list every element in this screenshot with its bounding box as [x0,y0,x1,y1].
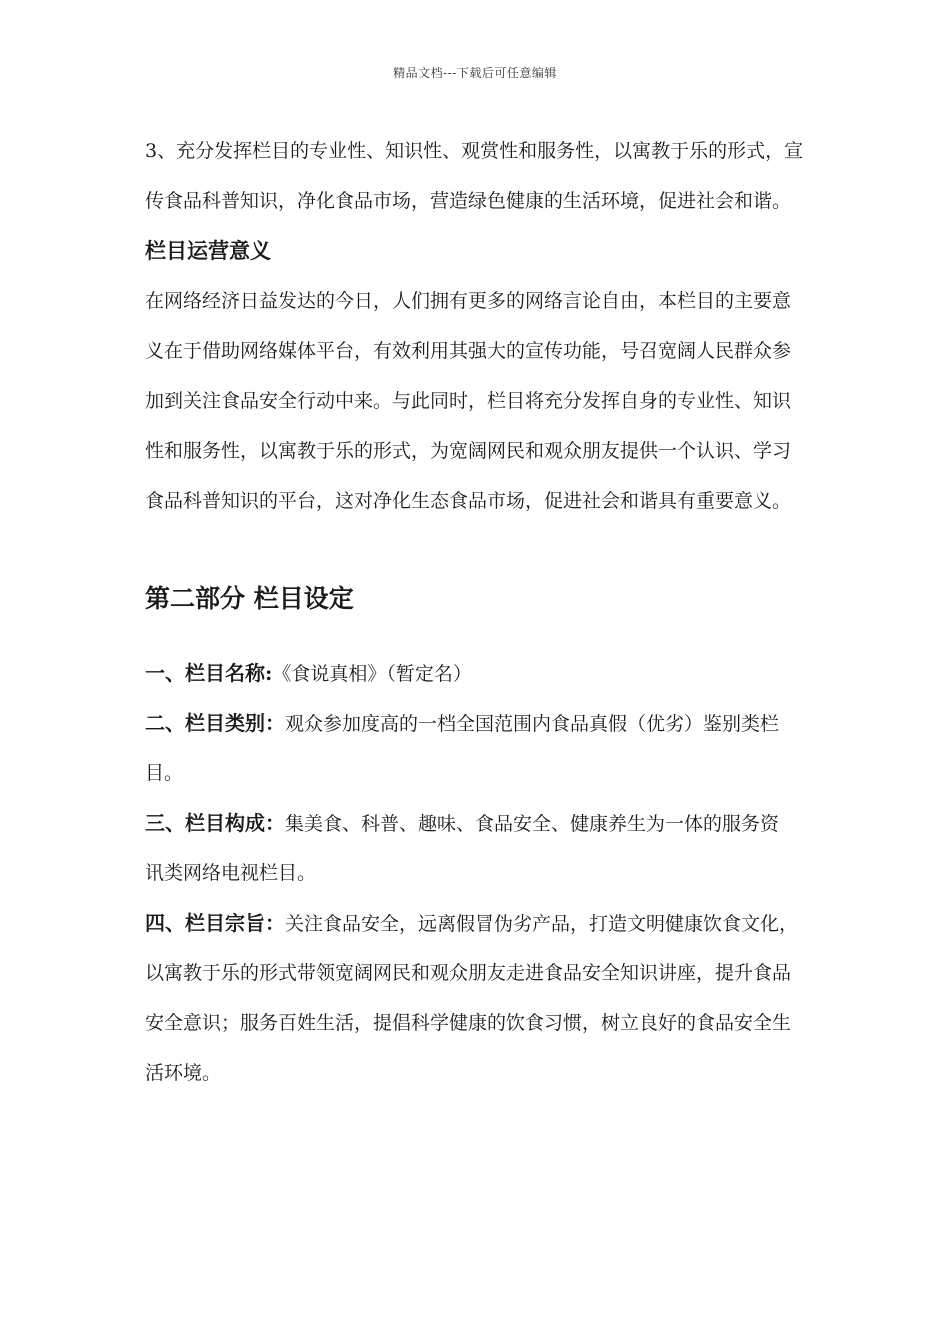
paragraph-line: 加到关注食品安全行动中来。与此同时，栏目将充分发挥自身的专业性、知识 [145,390,792,412]
setting-item-name [145,648,810,698]
paragraph-line: 性和服务性，以寓教于乐的形式，为宽阔网民和观众朋友提供一个认识、学习 [145,440,792,462]
paragraph-line: 在网络经济日益发达的今日，人们拥有更多的网络言论自由，本栏目的主要意 [145,290,792,312]
paragraph-line: 目。 [145,762,184,784]
item-label: 二、栏目类别： [145,711,285,735]
setting-item-purpose [145,898,810,948]
part-title: 第二部分 栏目设定 [145,584,354,613]
setting-item-composition [145,798,810,848]
section-heading: 栏目运营意义 [145,238,271,263]
setting-item-category [145,698,810,748]
item-label: 三、栏目构成： [145,811,285,835]
paragraph-line: 传食品科普知识，净化食品市场，营造绿色健康的生活环境，促进社会和谐。 [145,190,792,212]
item-label: 四、栏目宗旨： [145,911,285,935]
paragraph-line: 安全意识；服务百姓生活，提倡科学健康的饮食习惯，树立良好的食品安全生 [145,1012,792,1034]
item-text: 《食说真相》（暂定名） [272,663,472,685]
paragraph-line: 讯类网络电视栏目。 [145,862,317,884]
settings-list [145,648,810,1098]
section-part-two [145,574,810,624]
section-purpose [145,126,810,526]
paragraph-line: 食品科普知识的平台，这对净化生态食品市场，促进社会和谐具有重要意义。 [145,490,792,512]
item-text: 集美食、科普、趣味、食品安全、健康养生为一体的服务资 [285,813,780,835]
paragraph-line: 义在于借助网络媒体平台，有效利用其强大的宣传功能，号召宽阔人民群众参 [145,340,792,362]
paragraph-line: 3、充分发挥栏目的专业性、知识性、观赏性和服务性，以寓教于乐的形式，宣 [145,140,804,162]
page-header: 精品文档---下载后可任意编辑 [393,66,557,80]
item-text: 观众参加度高的一档全国范围内食品真假（优劣）鉴别类栏 [285,713,780,735]
item-text: 关注食品安全，远离假冒伪劣产品，打造文明健康饮食文化， [285,913,799,935]
paragraph-line: 活环境。 [145,1062,222,1084]
item-label: 一、栏目名称: [145,661,273,685]
paragraph-line: 以寓教于乐的形式带领宽阔网民和观众朋友走进食品安全知识讲座，提升食品 [145,962,792,984]
